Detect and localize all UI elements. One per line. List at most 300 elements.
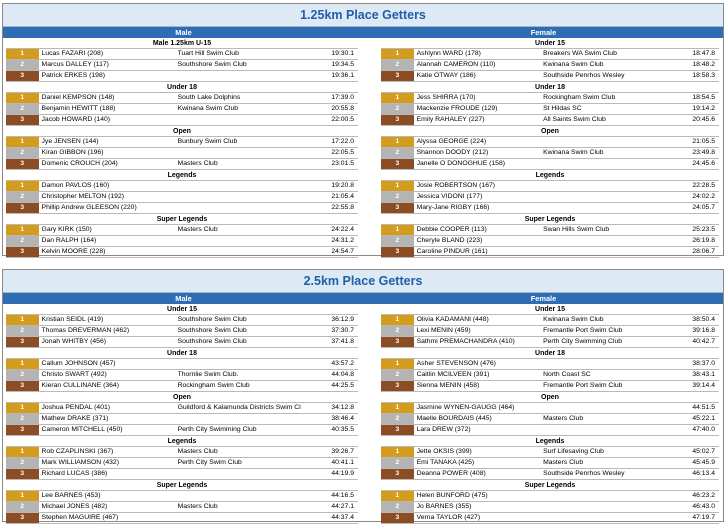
place-badge: 1: [6, 359, 39, 369]
swimmer-name: Alyssa GEORGE (224): [416, 138, 487, 145]
swimmer-name: Janelle O DONOGHUE (158): [416, 160, 505, 167]
swimmer-name: Mackenzie FROUDE (129): [416, 105, 498, 112]
place-badge: 2: [6, 458, 39, 468]
finish-time: 40:42.7: [692, 338, 715, 345]
finish-time: 44:04.8: [331, 371, 354, 378]
club-name: [178, 513, 318, 523]
category-group: [6, 215, 358, 258]
result-row: [6, 224, 358, 236]
section-title: 2.5km Place Getters: [3, 270, 723, 293]
swimmer-name: Mathew DRAKE (371): [41, 415, 109, 422]
club-name: Southside Penrhos Wesley: [543, 72, 625, 79]
category-group: [6, 481, 358, 524]
finish-time: 21:05.4: [331, 193, 354, 200]
swimmer-name: Michael JONES (482): [41, 503, 108, 510]
place-badge: 3: [6, 469, 39, 479]
result-row: [6, 191, 358, 203]
result-row: [6, 59, 358, 71]
place-badge: 2: [381, 502, 414, 512]
club-name: [178, 115, 318, 125]
section-title: 1.25km Place Getters: [3, 4, 723, 27]
club-name: [178, 247, 318, 257]
finish-time: 20:45.6: [692, 116, 715, 123]
place-badge: 3: [381, 513, 414, 523]
category-heading: Legends: [167, 438, 197, 445]
club-name: Masters Club: [177, 226, 218, 233]
result-row: [381, 158, 719, 170]
category-group: [6, 83, 358, 126]
finish-time: 22:05.5: [331, 149, 354, 156]
club-name: Kwinana Swim Club: [543, 316, 604, 323]
category-group: [6, 171, 358, 214]
category-heading: Open: [173, 394, 191, 401]
swimmer-name: Lee BARNES (453): [41, 492, 101, 499]
result-row: [6, 501, 358, 513]
place-badge: 1: [381, 137, 414, 147]
female-results: [381, 38, 719, 258]
category-heading: Legends: [167, 172, 197, 179]
finish-time: 24:31.2: [331, 237, 354, 244]
swimmer-name: Callum JOHNSON (457): [41, 360, 116, 367]
category-heading: Open: [541, 128, 559, 135]
club-name: [178, 192, 318, 202]
club-name: [178, 71, 318, 81]
club-name: [178, 203, 318, 213]
place-badge: 1: [381, 403, 414, 413]
finish-time: 36:12.9: [331, 316, 354, 323]
club-name: Bunbury Swim Club: [177, 138, 238, 145]
swimmer-name: Jacob HOWARD (140): [41, 116, 111, 123]
club-name: Masters Club: [177, 503, 218, 510]
category-group: [381, 127, 719, 170]
swimmer-name: Thomas DREVERMAN (462): [41, 327, 130, 334]
result-row: [381, 369, 719, 381]
place-badge: 3: [381, 425, 414, 435]
place-badge: 3: [381, 469, 414, 479]
result-row: [381, 380, 719, 392]
finish-time: 39:26.7: [331, 448, 354, 455]
club-name: [543, 159, 677, 169]
finish-time: 19:34.5: [331, 61, 354, 68]
male-results: [6, 38, 358, 258]
section-column-headers: [3, 27, 723, 38]
female-header: Female: [364, 293, 723, 304]
club-name: [178, 359, 318, 369]
result-row: [381, 48, 719, 60]
result-row: [381, 490, 719, 502]
finish-time: 17:39.0: [331, 94, 354, 101]
result-row: [6, 114, 358, 126]
finish-time: 44:27.1: [331, 503, 354, 510]
finish-time: 23:01.5: [331, 160, 354, 167]
category-group: [6, 127, 358, 170]
place-badge: 3: [6, 425, 39, 435]
finish-time: 39:14.4: [692, 382, 715, 389]
club-name: [178, 491, 318, 501]
category-heading: Under 18: [167, 350, 197, 357]
place-badge: 2: [6, 192, 39, 202]
swimmer-name: Mary-Jane RIGBY (166): [416, 204, 490, 211]
result-row: [6, 402, 358, 414]
finish-time: 26:19.8: [692, 237, 715, 244]
club-name: Perth City Swimming Club: [543, 338, 623, 345]
result-row: [6, 92, 358, 104]
swimmer-name: Debbie COOPER (113): [416, 226, 487, 233]
result-row: [381, 59, 719, 71]
swimmer-name: Caitlin MCILVEEN (391): [416, 371, 490, 378]
place-badge: 3: [6, 337, 39, 347]
club-name: [178, 148, 318, 158]
place-badge: 2: [381, 148, 414, 158]
category-heading: Open: [173, 128, 191, 135]
category-heading: Open: [541, 394, 559, 401]
result-row: [381, 191, 719, 203]
finish-time: 38:50.4: [692, 316, 715, 323]
swimmer-name: Jye JENSEN (144): [41, 138, 99, 145]
result-row: [381, 512, 719, 524]
place-badge: 3: [381, 381, 414, 391]
result-row: [381, 224, 719, 236]
swimmer-name: Lara DREW (372): [416, 426, 471, 433]
result-row: [381, 413, 719, 425]
club-name: Breakers WA Swim Club: [543, 50, 617, 57]
result-row: [6, 158, 358, 170]
club-name: Guildford & Kalamunda Districts Swim Cl: [177, 404, 301, 411]
place-badge: 3: [381, 203, 414, 213]
results-section-1: [2, 3, 724, 256]
category-heading: Under 18: [167, 84, 197, 91]
result-row: [6, 325, 358, 337]
club-name: St Hildas SC: [543, 105, 582, 112]
male-results: [6, 304, 358, 524]
category-group: [6, 393, 358, 436]
result-row: [381, 136, 719, 148]
club-name: Southshore Swim Club: [177, 338, 247, 345]
result-row: [6, 48, 358, 60]
finish-time: 25:23.5: [692, 226, 715, 233]
swimmer-name: Lucas FAZARI (208): [41, 50, 104, 57]
place-badge: 3: [6, 115, 39, 125]
finish-time: 44:16.5: [331, 492, 354, 499]
finish-time: 38:46.4: [331, 415, 354, 422]
place-badge: 1: [6, 491, 39, 501]
finish-time: 18:47.8: [692, 50, 715, 57]
place-badge: 2: [6, 60, 39, 70]
category-heading: Super Legends: [524, 216, 576, 223]
female-results: [381, 304, 719, 524]
finish-time: 43:57.2: [331, 360, 354, 367]
finish-time: 24:02.2: [692, 193, 715, 200]
category-heading: Under 15: [535, 40, 565, 47]
result-row: [381, 501, 719, 513]
club-name: [543, 491, 677, 501]
place-badge: 2: [6, 414, 39, 424]
finish-time: 44:51.5: [692, 404, 715, 411]
swimmer-name: Cheryle BLAND (223): [416, 237, 483, 244]
place-badge: 3: [381, 159, 414, 169]
swimmer-name: Christopher MELTON (192): [41, 193, 125, 200]
swimmer-name: Ashlynn WARD (178): [416, 50, 481, 57]
finish-time: 40:35.5: [331, 426, 354, 433]
category-heading: Legends: [535, 438, 565, 445]
swimmer-name: Helen BUNFORD (475): [416, 492, 488, 499]
place-badge: 1: [6, 403, 39, 413]
finish-time: 19:20.8: [331, 182, 354, 189]
place-badge: 3: [381, 337, 414, 347]
club-name: [543, 137, 677, 147]
finish-time: 38:37.0: [692, 360, 715, 367]
finish-time: 47:40.0: [692, 426, 715, 433]
category-group: [381, 171, 719, 214]
result-row: [6, 336, 358, 348]
place-badge: 1: [6, 49, 39, 59]
swimmer-name: Jasmine WYNEN-GAUGG (464): [416, 404, 515, 411]
result-row: [381, 358, 719, 370]
finish-time: 18:58.3: [692, 72, 715, 79]
place-badge: 3: [6, 381, 39, 391]
result-row: [381, 402, 719, 414]
place-badge: 3: [6, 71, 39, 81]
club-name: Fremantle Port Swim Club: [543, 382, 623, 389]
category-group: [381, 83, 719, 126]
club-name: Kwinana Swim Club: [543, 149, 604, 156]
result-row: [6, 457, 358, 469]
result-row: [381, 92, 719, 104]
category-group: [381, 349, 719, 392]
finish-time: 45:45.9: [692, 459, 715, 466]
club-name: [178, 469, 318, 479]
section-column-headers: [3, 293, 723, 304]
club-name: All Saints Swim Club: [543, 116, 606, 123]
result-row: [381, 202, 719, 214]
finish-time: 44:25.5: [331, 382, 354, 389]
finish-time: 24:22.4: [331, 226, 354, 233]
finish-time: 24:54.7: [331, 248, 354, 255]
place-badge: 2: [381, 370, 414, 380]
result-row: [381, 103, 719, 115]
swimmer-name: Shannon DOODY (212): [416, 149, 489, 156]
place-badge: 1: [6, 93, 39, 103]
place-badge: 1: [381, 225, 414, 235]
result-row: [381, 314, 719, 326]
place-badge: 2: [6, 326, 39, 336]
swimmer-name: Olivia KADAMANI (448): [416, 316, 489, 323]
swimmer-name: Jessica VIDONI (177): [416, 193, 483, 200]
club-name: Rockingham Swim Club: [177, 382, 250, 389]
swimmer-name: Sathmi PREMACHANDRA (410): [416, 338, 515, 345]
place-badge: 3: [6, 203, 39, 213]
swimmer-name: Josie ROBERTSON (167): [416, 182, 496, 189]
finish-time: 44:37.4: [331, 514, 354, 521]
swimmer-name: Patrick ERKES (198): [41, 72, 105, 79]
club-name: Rockingham Swim Club: [543, 94, 616, 101]
swimmer-name: Rob CZAPLINSKI (367): [41, 448, 114, 455]
place-badge: 2: [381, 414, 414, 424]
finish-time: 22:28.5: [692, 182, 715, 189]
swimmer-name: Sienna MENIN (458): [416, 382, 480, 389]
result-row: [6, 446, 358, 458]
category-group: [6, 305, 358, 348]
club-name: Masters Club: [543, 459, 584, 466]
place-badge: 1: [381, 49, 414, 59]
swimmer-name: Cameron MITCHELL (450): [41, 426, 123, 433]
result-row: [381, 325, 719, 337]
place-badge: 1: [381, 93, 414, 103]
club-name: [178, 181, 318, 191]
result-row: [6, 512, 358, 524]
swimmer-name: Kiran GIBBON (196): [41, 149, 104, 156]
category-heading: Legends: [535, 172, 565, 179]
result-row: [381, 424, 719, 436]
club-name: [543, 192, 677, 202]
club-name: [543, 359, 677, 369]
category-group: [6, 39, 358, 82]
result-row: [381, 468, 719, 480]
swimmer-name: Kelvin MOORE (228): [41, 248, 106, 255]
swimmer-name: Jette OKSIS (399): [416, 448, 472, 455]
result-row: [381, 180, 719, 192]
place-badge: 2: [381, 458, 414, 468]
club-name: Kwinana Swim Club: [543, 61, 604, 68]
category-group: [381, 39, 719, 82]
category-group: [381, 481, 719, 524]
result-row: [6, 147, 358, 159]
result-row: [6, 70, 358, 82]
club-name: Surf Lifesaving Club: [543, 448, 604, 455]
finish-time: 46:13.4: [692, 470, 715, 477]
club-name: Southside Penrhos Wesley: [543, 470, 625, 477]
swimmer-name: Phillip Andrew GLEESON (220): [41, 204, 137, 211]
club-name: [543, 247, 677, 257]
club-name: Perth City Swim Club: [177, 459, 242, 466]
finish-time: 28:06.7: [692, 248, 715, 255]
category-heading: Under 18: [535, 350, 565, 357]
finish-time: 22:55.8: [331, 204, 354, 211]
finish-time: 19:36.1: [331, 72, 354, 79]
female-header: Female: [364, 27, 723, 38]
club-name: Southshore Swim Club: [177, 327, 247, 334]
result-row: [381, 147, 719, 159]
club-name: Fremantle Port Swim Club: [543, 327, 623, 334]
finish-time: 37:30.7: [331, 327, 354, 334]
swimmer-name: Damon PAVLOS (160): [41, 182, 110, 189]
finish-time: 37:41.8: [331, 338, 354, 345]
club-name: [543, 181, 677, 191]
swimmer-name: Joshua PENDAL (401): [41, 404, 111, 411]
finish-time: 46:43.0: [692, 503, 715, 510]
place-badge: 3: [381, 247, 414, 257]
place-badge: 1: [6, 181, 39, 191]
finish-time: 46:23.2: [692, 492, 715, 499]
club-name: [178, 414, 318, 424]
category-group: [6, 437, 358, 480]
finish-time: 34:12.8: [331, 404, 354, 411]
finish-time: 20:55.8: [331, 105, 354, 112]
club-name: Kwinana Swim Club: [177, 105, 239, 112]
place-badge: 3: [381, 115, 414, 125]
result-row: [6, 424, 358, 436]
finish-time: 24:45.6: [692, 160, 715, 167]
result-row: [6, 246, 358, 258]
club-name: Thornlie Swim Club.: [177, 371, 239, 378]
result-row: [6, 180, 358, 192]
club-name: [543, 502, 677, 512]
finish-time: 22:00.5: [331, 116, 354, 123]
result-row: [6, 380, 358, 392]
result-row: [381, 70, 719, 82]
finish-time: 45:02.7: [692, 448, 715, 455]
category-heading: Male 1.25km U-15: [152, 40, 212, 47]
category-group: [381, 215, 719, 258]
swimmer-name: Domenic CROUCH (204): [41, 160, 118, 167]
place-badge: 2: [6, 104, 39, 114]
club-name: Masters Club: [543, 415, 584, 422]
club-name: [543, 236, 677, 246]
finish-time: 17:22.0: [331, 138, 354, 145]
place-badge: 1: [381, 359, 414, 369]
place-badge: 1: [6, 315, 39, 325]
swimmer-name: Stephen MAGUIRE (467): [41, 514, 119, 521]
place-badge: 2: [6, 502, 39, 512]
swimmer-name: Jess SHIRRA (170): [416, 94, 476, 101]
result-row: [6, 136, 358, 148]
finish-time: 18:54.5: [692, 94, 715, 101]
result-row: [381, 114, 719, 126]
place-badge: 2: [6, 370, 39, 380]
finish-time: 40:41.1: [331, 459, 354, 466]
result-row: [381, 235, 719, 247]
swimmer-name: Asher STEVENSON (476): [416, 360, 496, 367]
club-name: Southshore Swim Club: [177, 61, 247, 68]
category-heading: Under 18: [535, 84, 565, 91]
swimmer-name: Kristian SEIDL (419): [41, 316, 104, 323]
club-name: Masters Club: [177, 448, 218, 455]
swimmer-name: Christo SWART (492): [41, 371, 107, 378]
club-name: Swan Hills Swim Club: [543, 226, 610, 233]
finish-time: 24:05.7: [692, 204, 715, 211]
place-badge: 3: [6, 247, 39, 257]
result-row: [381, 446, 719, 458]
result-row: [6, 490, 358, 502]
result-row: [6, 468, 358, 480]
place-badge: 1: [381, 181, 414, 191]
swimmer-name: Mark WILLIAMSON (432): [41, 459, 119, 466]
place-badge: 2: [381, 192, 414, 202]
place-badge: 2: [6, 236, 39, 246]
swimmer-name: Emily RAHALEY (227): [416, 116, 485, 123]
swimmer-name: Lexi MENIN (459): [416, 327, 471, 334]
result-row: [6, 358, 358, 370]
finish-time: 45:22.1: [692, 415, 715, 422]
swimmer-name: Maelle BOURDAIS (445): [416, 415, 492, 422]
result-row: [6, 235, 358, 247]
club-name: [543, 513, 677, 523]
club-name: Perth City Swimming Club: [177, 426, 257, 433]
swimmer-name: Katie OTWAY (186): [416, 72, 476, 79]
swimmer-name: Richard LUCAS (386): [41, 470, 108, 477]
place-badge: 3: [6, 513, 39, 523]
swimmer-name: Caroline PINDUR (161): [416, 248, 488, 255]
result-row: [381, 336, 719, 348]
club-name: Southshore Swim Club: [177, 316, 247, 323]
result-row: [381, 457, 719, 469]
swimmer-name: Jo BARNES (355): [416, 503, 472, 510]
finish-time: 19:30.1: [331, 50, 354, 57]
finish-time: 19:14.2: [692, 105, 715, 112]
place-badge: 2: [6, 148, 39, 158]
category-heading: Super Legends: [524, 482, 576, 489]
place-badge: 1: [381, 447, 414, 457]
